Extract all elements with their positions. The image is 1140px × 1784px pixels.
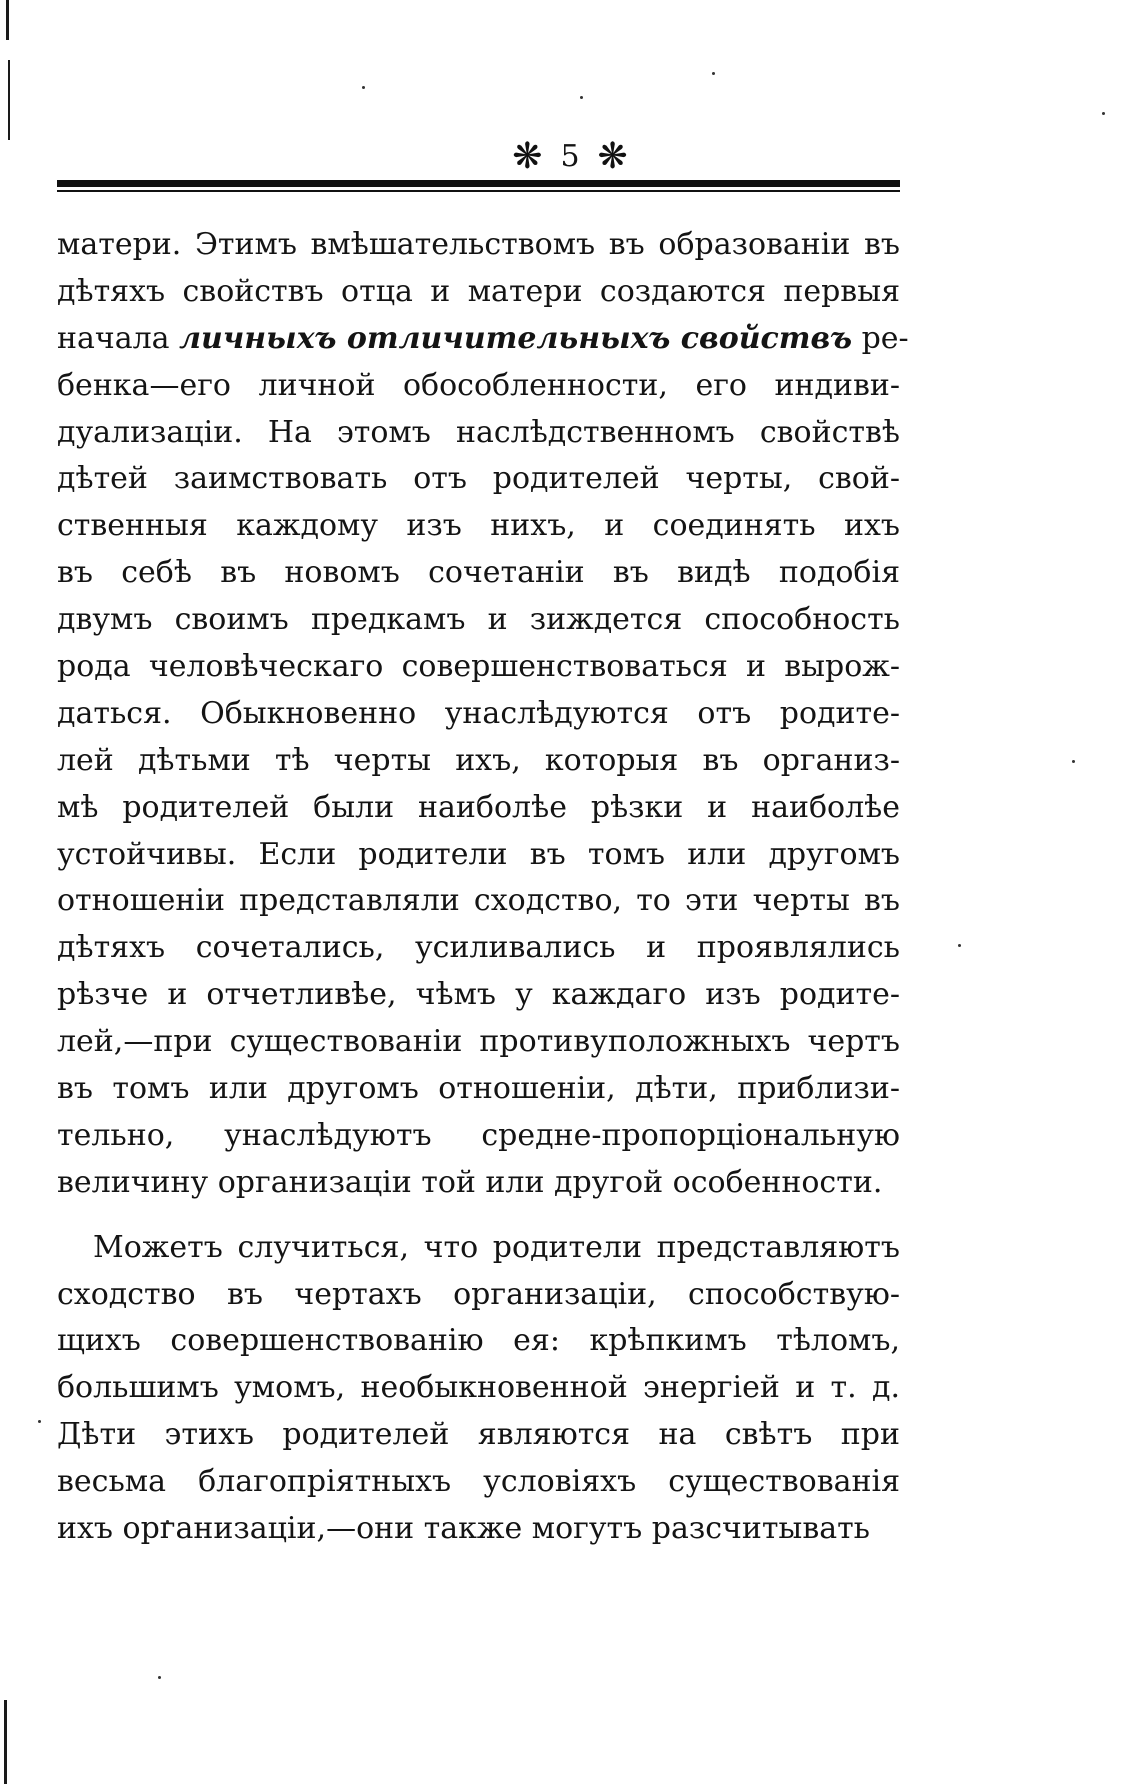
header-rule-thin [57,190,900,192]
scan-speck [712,72,715,75]
text-line: отношеніи представляли сходство, то эти черты въ [57,883,900,919]
emphasized-phrase: личныхъ отличительныхъ свойствъ [179,320,853,356]
text-line: дѣтей заимствовать отъ родителей черты, свой- [57,461,900,497]
text-line: дѣтяхъ свойствъ отца и матери создаются первыя [57,273,900,309]
text-line: мѣ родителей были наиболѣе рѣзки и наиболѣе [57,789,900,825]
ornament-right-icon: ❋ [597,136,628,177]
text-line [57,316,909,363]
scan-speck [958,944,961,947]
header-rule-thick [57,180,900,187]
text-line: рѣзче и отчетливѣе, чѣмъ у каждаго изъ родите- [57,977,900,1013]
scan-speck [1102,112,1105,115]
text-line: лей,—при существованіи противуположныхъ чертъ [57,1024,900,1060]
text-line: дуализаціи. На этомъ наслѣдственномъ свойствѣ [57,414,900,450]
text-line: весьма благопріятныхъ условіяхъ существованія [57,1464,900,1500]
text-line: Дѣти этихъ родителей являются на свѣтъ при [57,1417,900,1453]
page-number: 5 [560,139,580,174]
scan-speck [38,1420,41,1423]
text-line: дѣтяхъ сочетались, усиливались и проявлялись [57,930,900,966]
text-line: тельно, унаслѣдуютъ средне-пропорціональную [57,1117,900,1153]
text-line: устойчивы. Если родители въ томъ или другомъ [57,836,900,872]
scan-edge-mark [6,0,9,40]
ornament-left-icon: ❋ [512,136,543,177]
scan-speck [158,1676,161,1679]
text-line: сходство въ чертахъ организаціи, способствую- [57,1276,900,1312]
text-segment: ре- [852,320,909,356]
text-line: щихъ совершенствованію ея: крѣпкимъ тѣломъ, [57,1323,900,1359]
text-segment: начала [57,320,180,356]
scan-speck [1072,760,1075,763]
text-line: въ себѣ въ новомъ сочетаніи въ видѣ подобія [57,555,900,591]
running-header [0,132,1140,182]
text-line: рода человѣческаго совершенствоваться и вырож- [57,649,900,685]
scan-speck [362,86,365,89]
text-line: ихъ организаціи,—они также могутъ разсчитывать [57,1511,871,1547]
scan-speck [580,96,583,99]
scan-edge-mark [8,60,10,140]
text-line: ственныя каждому изъ нихъ, и соединять ихъ [57,508,900,544]
paragraph [57,222,909,1207]
text-line: лей дѣтьми тѣ черты ихъ, которыя въ организ- [57,742,900,778]
text-line: большимъ умомъ, необыкновенной энергіей и т. д. [57,1370,900,1406]
body-text [57,222,909,1553]
text-line: двумъ своимъ предкамъ и зиждется способность [57,602,900,638]
scan-edge-mark [4,1700,7,1784]
text-line: Можетъ случиться, что родители представляютъ [93,1229,900,1265]
text-line: величину организаціи той или другой особенности. [57,1164,883,1200]
text-line: бенка—его личной обособленности, его индиви- [57,367,900,403]
text-line: даться. Обыкновенно унаслѣдуются отъ родите- [57,695,900,731]
text-line: въ томъ или другомъ отношеніи, дѣти, приблизи- [57,1071,900,1107]
paragraph [57,1225,900,1553]
text-line: матери. Этимъ вмѣшательствомъ въ образованіи въ [57,227,900,262]
